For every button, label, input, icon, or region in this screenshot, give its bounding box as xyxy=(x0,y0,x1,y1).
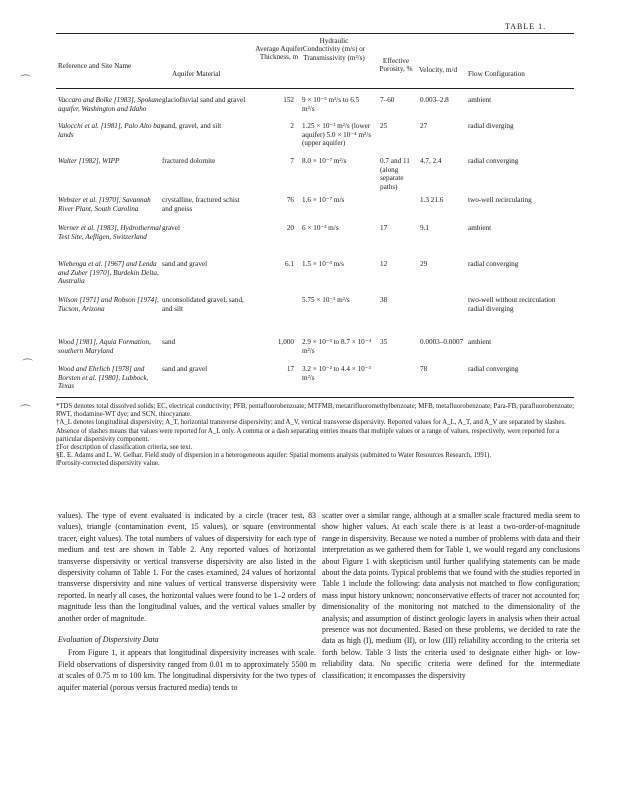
row-8-flow: radial converging xyxy=(468,365,519,373)
row-1-reference: Valocchi et al. [1981], Palo Alto bay lands xyxy=(58,122,164,139)
row-1-porosity: 25 xyxy=(380,122,388,130)
row-7-reference: Wood [1981], Aquia Formation, southern Maryland xyxy=(58,338,151,355)
row-6-reference: Wilson [1971] and Robson [1974], Tucson, Arizona xyxy=(58,296,159,313)
footnote-adams-gelhar: §E. E. Adams and L. W. Gelhar, Field study of dispersion in a heterogeneous aquifer: Spatial moments analysis (submitted to Water Resources Research, 1991). xyxy=(56,452,492,460)
table-top-rule xyxy=(56,33,574,34)
row-6-aquifer: unconsolidated gravel, sand, and silt xyxy=(162,296,244,313)
row-0-reference: Vaccaro and Bolke [1983], Spokane aquifer, Washington and Idaho xyxy=(58,96,162,113)
row-5-reference: Wiebenga et al. [1967] and Lenda and Zuber [1970], Burdekin Delta, Australia xyxy=(58,260,159,286)
row-8-thickness: 17 xyxy=(286,365,294,373)
row-5-thickness: 6.1 xyxy=(285,260,294,268)
row-8-velocity: 78 xyxy=(420,365,428,373)
row-1-conductivity: 1.25 × 10⁻³ m²/s (lower aquifer) 5.0 × 10⁻⁴ m²/s (upper aquifer) xyxy=(302,122,371,148)
row-0-velocity: 0.003–2.8 xyxy=(420,96,449,104)
scan-mark-icon: ⌒ xyxy=(22,359,33,371)
row-3-flow: two-well recirculating xyxy=(468,196,532,204)
row-7-velocity: 0.0003–0.0007 xyxy=(420,338,464,346)
row-5-porosity: 12 xyxy=(380,260,388,268)
row-1-thickness: 2 xyxy=(290,122,294,130)
header-reference: Reference and Site Name xyxy=(58,62,132,70)
row-3-velocity: 1.3 21.6 xyxy=(420,196,444,204)
body-right-column xyxy=(322,510,580,681)
paragraph: values). The type of event evaluated is indicated by a circle (tracer test, 83 values), triangle (contamination event, 15 values), or square (environmental tracer, eight values). The total numbers of values of dispersivity for each type of medium and test are shown in Table 2. Any reported values of horizontal transverse dispersivity or vertical transverse dispersivity are also listed in the dispersivity column of Table 1. For the cases examined, 24 values of horizontal transverse dispersivity and nine values of vertical transverse dispersivity were reported. In nearly all cases, the horizontal values were found to be 1–2 orders of magnitude less than the longitudinal values, and the vertical values smaller by another order of magnitude. xyxy=(58,511,316,623)
row-4-porosity: 17 xyxy=(380,224,388,232)
table-footnotes xyxy=(56,403,576,469)
row-3-aquifer: crystalline, fractured schist and gneiss xyxy=(162,196,240,213)
paragraph: scatter over a similar range, although at a smaller scale fractured media seem to show higher values. At each scale there is at least a two-order-of-magnitude range in dispersivity. Because we noted a number of problems with data and their interpretation as we gathered them for Table 1, we would regard any conclusions about Figure 1 with skepticism until further qualifying statements can be made about the data points. Typical problems that we found with the studies reported in Table 1 include the following: data analysis not matched to flow configuration; mass input history unknown; nonconservative effects of tracer not accounted for; dimensionality of the monitoring not matched to the dimensionality of the analysis; and assumption of distinct geologic layers in analysis when their actual presence was not documented. Based on these problems, we decided to rate the data as high (I), medium (II), or low (III) reliability according to the criteria set forth below. Table 3 lists the criteria used to designate either high- or low-reliability data. No specific criteria were defined for the intermediate classification; it encompasses the dispersivity xyxy=(322,511,580,680)
row-1-aquifer: sand, gravel, and silt xyxy=(162,122,222,130)
row-4-thickness: 20 xyxy=(286,224,294,232)
row-5-conductivity: 1.5 × 10⁻³ m/s xyxy=(302,260,344,268)
row-0-thickness: 152 xyxy=(283,96,294,104)
row-8-aquifer: sand and gravel xyxy=(162,365,208,373)
header-flow: Flow Configuration xyxy=(468,70,525,78)
row-0-conductivity: 9 × 10⁻⁵ m²/s to 6.5 m²/s xyxy=(302,96,360,113)
row-2-porosity: 0.7 and 11 (along separate paths) xyxy=(380,157,410,191)
paragraph: From Figure 1, it appears that longitudinal dispersivity increases with scale. Field observations of dispersivity ranged from 0.01 m to approximately 5500 m at scales of 0.75 m to 100 km. The longitudinal dispersivity for the two types of aquifer material (porous versus fractured media) tends to xyxy=(58,648,316,692)
row-4-flow: ambient xyxy=(468,224,492,232)
row-8-reference: Wood and Ehrlich [1978] and Borsten et al. [1980], Lubbock, Texas xyxy=(58,365,149,391)
row-2-flow: radial converging xyxy=(468,157,519,165)
footnote-classification: ‡For description of classification criteria, see text. xyxy=(56,444,193,452)
body-left-column xyxy=(58,510,316,693)
row-2-conductivity: 8.0 × 10⁻⁷ m²/s xyxy=(302,157,347,165)
row-0-aquifer: glaciofluvial sand and gravel xyxy=(162,96,246,104)
row-3-conductivity: 1.6 × 10⁻⁷ m/s xyxy=(302,196,345,204)
row-2-velocity: 4.7, 2.4 xyxy=(420,157,442,165)
row-4-velocity: 9.1 xyxy=(420,224,429,232)
row-5-flow: radial converging xyxy=(468,260,519,268)
header-aquifer: Aquifer Material xyxy=(172,70,221,78)
row-7-thickness: 1,000 xyxy=(277,338,294,346)
row-0-porosity: 7–60 xyxy=(380,96,395,104)
row-7-flow: ambient xyxy=(468,338,492,346)
row-0-flow: ambient xyxy=(468,96,492,104)
row-5-aquifer: sand and gravel xyxy=(162,260,208,268)
row-6-conductivity: 5.75 × 10⁻³ m²/s xyxy=(302,296,350,304)
row-1-flow: radial diverging xyxy=(468,122,514,130)
footnote-dispersivity: †A_L denotes longitudinal dispersivity; A_T, horizontal transverse dispersivity; and A_V, vertical transverse dispersivity. Reported values for A_L, A_T, and A_V are separated by slashes. Absence of slashes means that values were reported for A_L only. A comma or a dash separating entries means that multiple values or a range of values, respectively, were reported for a particular dispersivity component. xyxy=(56,419,566,443)
row-2-reference: Walter [1982], WIPP xyxy=(58,157,120,165)
header-thickness: Average Aquifer Thickness, m xyxy=(255,45,303,62)
row-7-conductivity: 2.9 × 10⁻³ to 8.7 × 10⁻⁴ m²/s xyxy=(302,338,372,355)
section-heading: Evaluation of Dispersivity Data xyxy=(58,635,159,645)
row-3-reference: Webster et al. [1970], Savannah River Plant, South Carolina xyxy=(58,196,151,213)
table-bottom-rule xyxy=(56,397,574,398)
row-4-reference: Werner et al. [1983], Hydrothermal Test Site, Aefligen, Switzerland xyxy=(58,224,161,241)
row-2-thickness: 7 xyxy=(290,157,294,165)
row-6-flow: two-well without recirculation radial diverging xyxy=(468,296,556,313)
row-3-thickness: 76 xyxy=(286,196,294,204)
header-conductivity: Hydraulic Conductivity (m/s) or Transmissivity (m²/s) xyxy=(302,37,366,62)
row-4-conductivity: 6 × 10⁻³ m/s xyxy=(302,224,339,232)
header-porosity: Effective Porosity, % xyxy=(379,57,413,74)
table-label: TABLE 1. xyxy=(505,22,547,31)
scan-mark-icon: ⌒ xyxy=(20,75,31,87)
scan-mark-icon: ⌒ xyxy=(20,405,31,417)
row-7-porosity: 35 xyxy=(380,338,388,346)
row-4-aquifer: gravel xyxy=(162,224,180,232)
row-2-aquifer: fractured dolomite xyxy=(162,157,216,165)
header-velocity: Velocity, m/d xyxy=(418,66,458,74)
table-header-rule xyxy=(56,88,574,89)
row-1-velocity: 27 xyxy=(420,122,428,130)
row-5-velocity: 29 xyxy=(420,260,428,268)
footnote-abbreviations: *TDS denotes total dissolved solids; EC, electrical conductivity; PFB, pentafluorobenzoate; MTFMB, metatrifluoromethylbenzoate; MFB, metafluorobenzoate; Para-FB, parafluorobenzoate; RWT, rhodamine-WT dye; and SCN, thiocyanate. xyxy=(56,403,574,419)
footnote-porosity-corrected: ‖Porosity-corrected dispersivity value. xyxy=(56,460,160,468)
row-7-aquifer: sand xyxy=(162,338,176,346)
row-8-conductivity: 3.2 × 10⁻² to 4.4 × 10⁻³ m²/s xyxy=(302,365,371,382)
row-6-porosity: 38 xyxy=(380,296,388,304)
